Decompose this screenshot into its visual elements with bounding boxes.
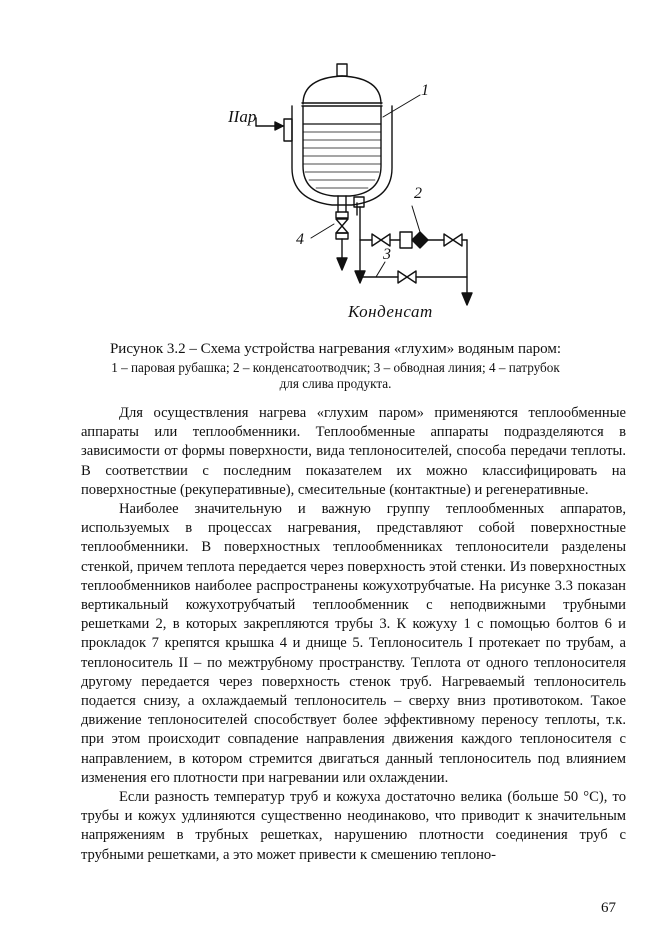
drain-arrow (337, 258, 347, 270)
callout-4: 4 (296, 231, 304, 248)
steam-inlet-nozzle (284, 119, 292, 141)
caption-title: Рисунок 3.2 – Схема устройства нагревания «глухим» водяным паром: (109, 341, 562, 357)
liquid-hatching (303, 132, 381, 188)
vessel-wall (303, 106, 381, 196)
page-number: 67 (601, 900, 616, 916)
vessel-lid (303, 76, 381, 104)
condensate-label: Конденсат (348, 302, 433, 321)
paragraph-1: Для осуществления нагрева «глухим паром» применяются теплообменные аппараты или теплообменники. Теплообменные аппараты подразделяются в зависимости от формы поверхности, вида теплоносителей, способа передачи теплоты. В соответствии с последним показателем их можно классифицировать на поверхностные (рекуперативные), смесительные (контактные) и регенеративные. (81, 405, 626, 498)
apparatus-diagram (0, 0, 671, 332)
condensate-trap (412, 232, 428, 248)
paragraph-2: Наиболее значительную и важную группу теплообменных аппаратов, используемых в процессах нагревания, представляют собой поверхностные теплообменники. В поверхностных теплообменниках теплоносители разделены стенкой, причем теплота передается через поверхность этой стенки. Из поверхностных теплообменников наиболее распространены кожухотрубчатые. На рисунке 3.3 показан вертикальный кожухотрубчатый теплообменник с неподвижными трубными решетками 2, в которых закрепляются трубы 3. К кожуху 1 с помощью болтов 6 и прокладок 7 крепятся крышка 4 и днище 5. Теплоноситель I протекает по трубам, а теплоноситель II – по межтрубному пространству. Теплота от одного теплоносителя другому передается через поверхность стенок труб. Нагреваемый теплоноситель подается снизу, а охлаждаемый теплоноситель – сверху вниз противотоком. Такое движение теплоносителей способствует более эффективному переносу теплоты, т.к. при этом происходит совпадение направления движения каждого теплоносителя с направлением, в котором стремится двигаться данный теплоноситель под влиянием изменения его плотности при нагревании или охлаждении. (81, 501, 626, 786)
body-text (81, 404, 626, 865)
top-nozzle (337, 64, 347, 76)
callout-3: 3 (383, 246, 391, 263)
caption-legend-line-2: для слива продукта. (279, 376, 392, 391)
steam-jacket (292, 106, 392, 205)
figure-caption (80, 340, 591, 392)
condensate-out-arrow (462, 293, 472, 305)
callout-1: 1 (421, 82, 429, 99)
steam-inlet-label: IIар (228, 107, 257, 126)
callout-2: 2 (414, 185, 422, 202)
caption-legend-line-1: 1 – паровая рубашка; 2 – конденсатоотводчик; 3 – обводная линия; 4 – патрубок (111, 360, 560, 375)
figure-steam-heating-scheme (0, 0, 671, 332)
paragraph-3: Если разность температур труб и кожуха достаточно велика (больше 50 °C), то трубы и кожух удлиняются существенно неодинаково, что приводит к значительным напряжениям в трубных решетках, нарушению плотности соединения труб с трубными решетками, а это может привести к смешению теплоно- (81, 789, 626, 863)
steam-inlet-arrow (275, 122, 283, 130)
